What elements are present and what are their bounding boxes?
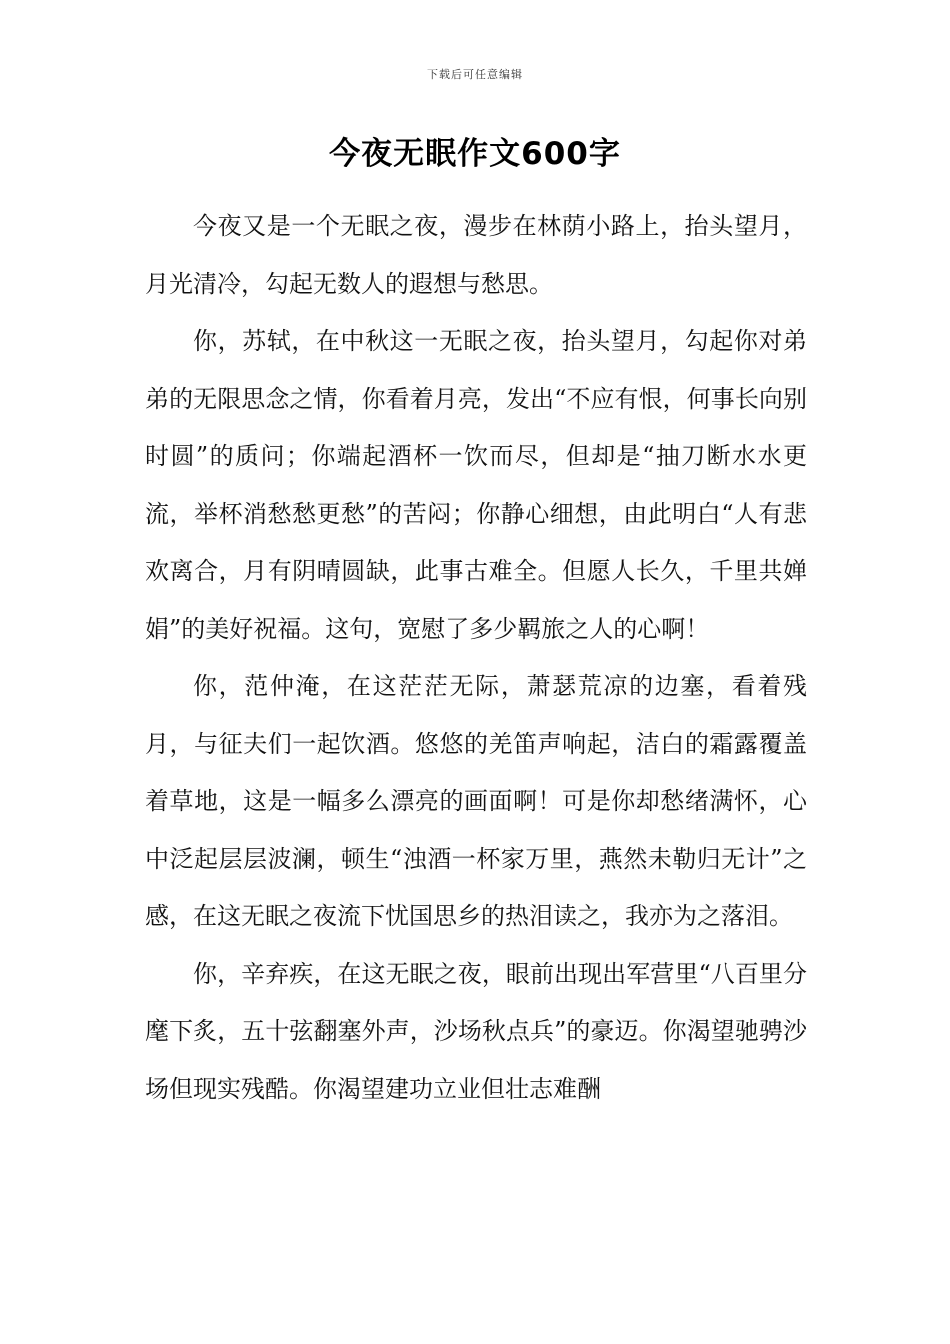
paragraph-1: 今夜又是一个无眠之夜，漫步在林荫小路上，抬头望月，月光清冷，勾起无数人的遐想与愁思。 [145, 212, 807, 298]
paragraph-4: 你，辛弃疾，在这无眠之夜，眼前出现出军营里“八百里分麾下炙，五十弦翻塞外声，沙场秋点兵”的豪迈。你渴望驰骋沙场但现实残酷。你渴望建功立业但壮志难酬 [145, 959, 807, 1103]
header-note: 下载后可任意编辑 [427, 68, 523, 81]
page-title: 今夜无眠作文600字 [329, 136, 621, 172]
essay-body [145, 198, 807, 1118]
paragraph-2: 你，苏轼，在中秋这一无眠之夜，抬头望月，勾起你对弟弟的无限思念之情，你看着月亮，发出“不应有恨，何事长向别时圆”的质问；你端起酒杯一饮而尽，但却是“抽刀断水水更流，举杯消愁愁更愁”的苦闷；你静心细想，由此明白“人有悲欢离合，月有阴晴圆缺，此事古难全。但愿人长久，千里共婵娟”的美好祝福。这句，宽慰了多少羁旅之人的心啊！ [145, 327, 807, 643]
paragraph-3: 你，范仲淹，在这茫茫无际，萧瑟荒凉的边塞，看着残月，与征夫们一起饮酒。悠悠的羌笛声响起，洁白的霜露覆盖着草地，这是一幅多么漂亮的画面啊！可是你却愁绪满怀，心中泛起层层波澜，顿生“浊酒一杯家万里，燕然未勒归无计”之感，在这无眠之夜流下忧国思乡的热泪读之，我亦为之落泪。 [145, 672, 807, 930]
